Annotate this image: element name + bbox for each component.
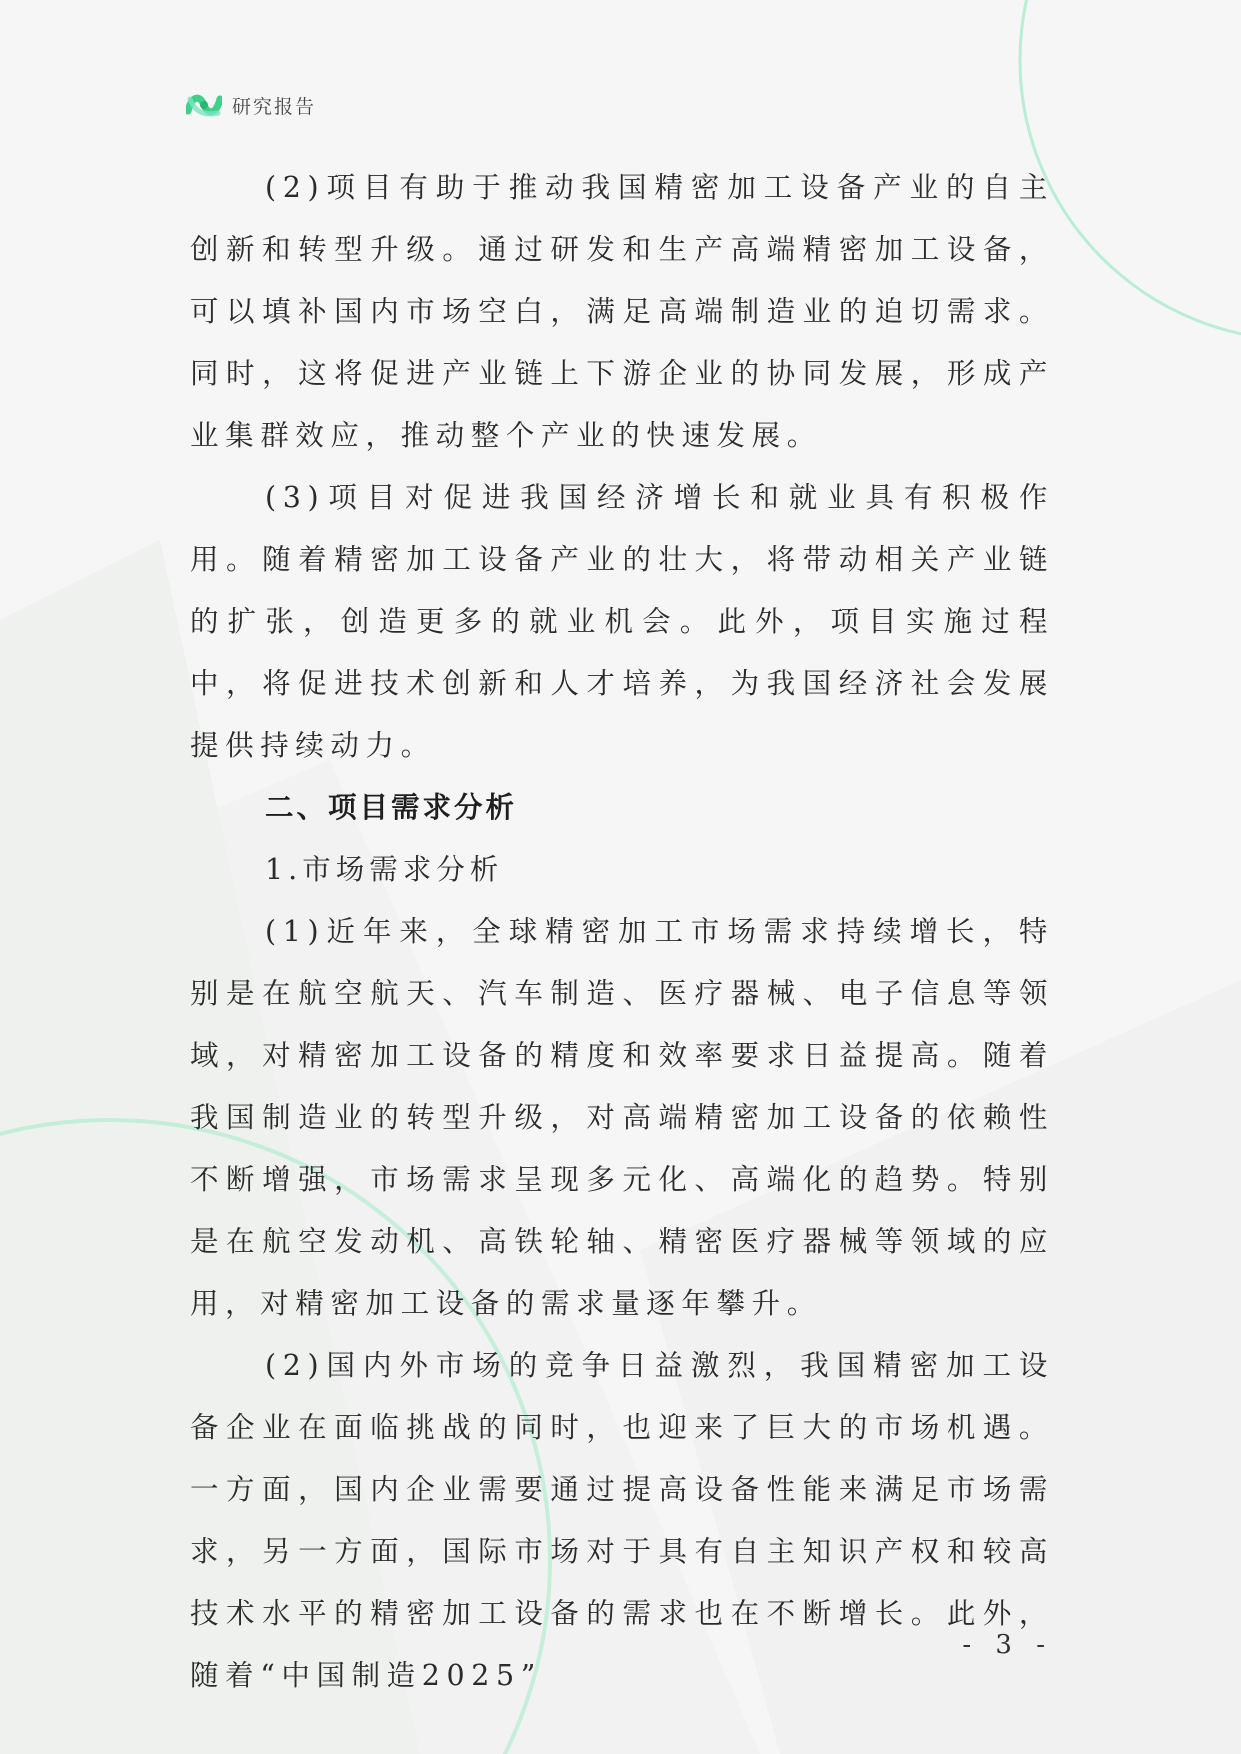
brand-logo-icon — [186, 89, 222, 121]
paragraph-3: (3)项目对促进我国经济增长和就业具有积极作用。随着精密加工设备产业的壮大，将带动相关产业链的扩张，创造更多的就业机会。此外，项目实施过程中，将促进技术创新和人才培养，为我国经济社会发展提供持续动力。 — [190, 481, 1054, 762]
header-title: 研究报告 — [232, 95, 317, 118]
document-body — [190, 157, 1054, 1707]
paragraph-market-2: (2)国内外市场的竞争日益激烈，我国精密加工设备企业在面临挑战的同时，也迎来了巨大的市场机遇。一方面，国内企业需要通过提高设备性能来满足市场需求，另一方面，国际市场对于具有自主知识产权和较高技术水平的精密加工设备的需求也在不断增长。此外，随着“中国制造2025” — [190, 1349, 1054, 1692]
paragraph-2: (2)项目有助于推动我国精密加工设备产业的自主创新和转型升级。通过研发和生产高端精密加工设备，可以填补国内市场空白，满足高端制造业的迫切需求。同时，这将促进产业链上下游企业的协同发展，形成产业集群效应，推动整个产业的快速发展。 — [190, 171, 1054, 452]
subsection-heading: 1.市场需求分析 — [265, 853, 504, 886]
section-heading: 二、项目需求分析 — [265, 791, 518, 824]
page-number: - 3 - — [962, 1630, 1053, 1660]
paragraph-market-1: (1)近年来，全球精密加工市场需求持续增长，特别是在航空航天、汽车制造、医疗器械、电子信息等领域，对精密加工设备的精度和效率要求日益提高。随着我国制造业的转型升级，对高端精密加工设备的依赖性不断增强，市场需求呈现多元化、高端化的趋势。特别是在航空发动机、高铁轮轴、精密医疗器械等领域的应用，对精密加工设备的需求量逐年攀升。 — [190, 915, 1054, 1320]
report-header — [186, 88, 316, 122]
